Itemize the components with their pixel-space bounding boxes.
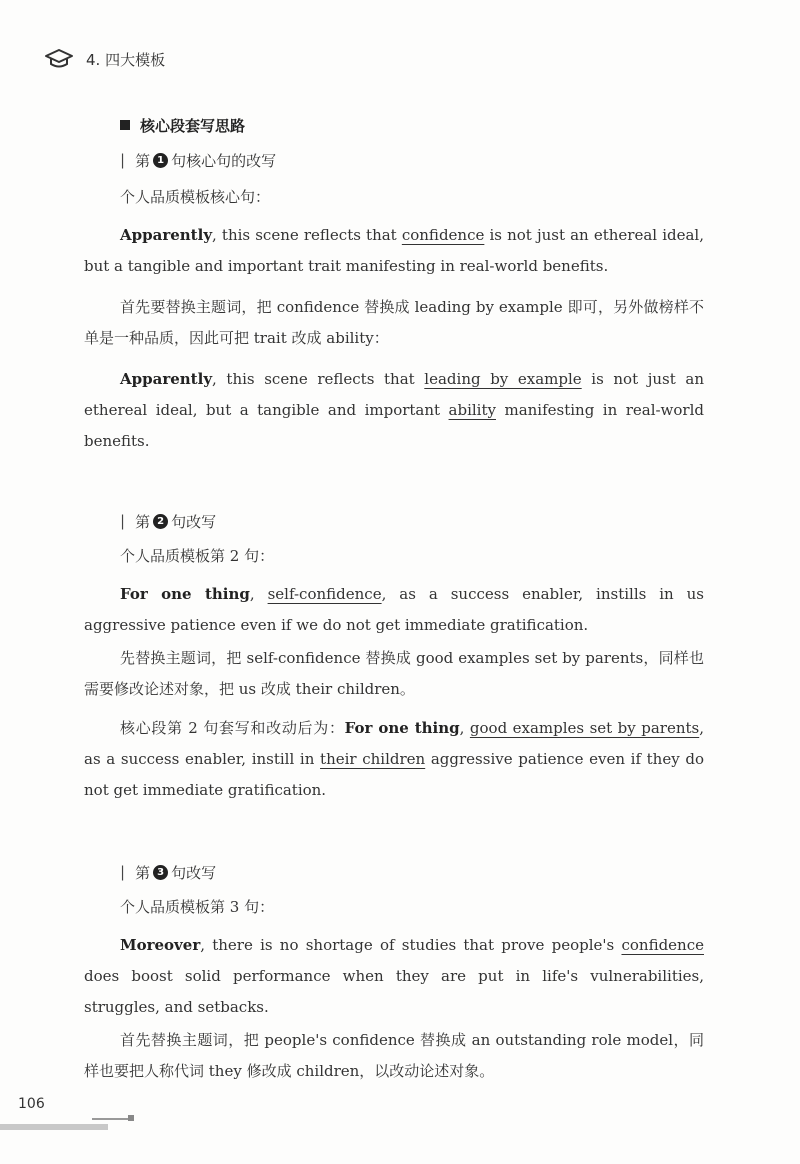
circled-number-icon: 3 [153,865,168,880]
part-1-label: 个人品质模板核心句： [120,188,271,206]
part-3-heading: | 第 3 句改写 [120,863,217,882]
part-3-explanation: 首先替换主题词，把 people's confidence 替换成 an outstanding role model，同样也要把人称代词 they 修改成 children，以改动论述对象。 [84,1031,704,1080]
part-1-original-sentence: Apparently, this scene reflects that confidence is not just an ethereal ideal, but a tangible and important trait manifesting in real-world benefits. [84,226,704,275]
chapter-header [44,48,165,70]
part-2-label: 个人品质模板第 2 句： [120,547,275,565]
part-2-explanation: 先替换主题词，把 self-confidence 替换成 good examples set by parents，同样也需要修改论述对象，把 us 改成 their children。 [84,649,704,698]
circled-number-icon: 1 [153,153,168,168]
circled-number-icon: 2 [153,514,168,529]
square-bullet-icon [120,120,130,130]
chapter-title: 4. 四大模板 [86,50,166,69]
part-3-label: 个人品质模板第 3 句： [120,898,275,916]
page-content [84,108,704,1087]
part-1-rewritten-sentence: Apparently, this scene reflects that leading by example is not just an ethereal ideal, but a tangible and important ability manifesting in real-world benefits. [84,370,705,450]
footer-decoration [0,1124,108,1130]
page-number: 106 [18,1096,45,1112]
part-1-explanation: 首先要替换主题词，把 confidence 替换成 leading by example 即可，另外做榜样不单是一种品质，因此可把 trait 改成 ability： [84,298,704,347]
footer-dot [128,1115,134,1121]
footer-line [92,1118,128,1120]
part-2-original-sentence: For one thing, self-confidence, as a success enabler, instills in us aggressive patience even if we do not get immediate gratification. [84,585,704,634]
part-3-original-sentence: Moreover, there is no shortage of studies that prove people's confidence does boost solid performance when they are put in life's vulnerabilities, struggles, and setbacks. [84,936,704,1016]
part-1-heading: | 第 1 句核心句的改写 [120,151,277,170]
part-2-rewritten-sentence: 核心段第 2 句套写和改动后为：For one thing, good examples set by parents, as a success enabler, instill in their children aggressive patience even if they do not get immediate gratification. [84,719,704,799]
graduation-cap-icon [44,48,74,70]
part-2-heading: | 第 2 句改写 [120,512,217,531]
section-title: 核心段套写思路 [120,114,704,136]
